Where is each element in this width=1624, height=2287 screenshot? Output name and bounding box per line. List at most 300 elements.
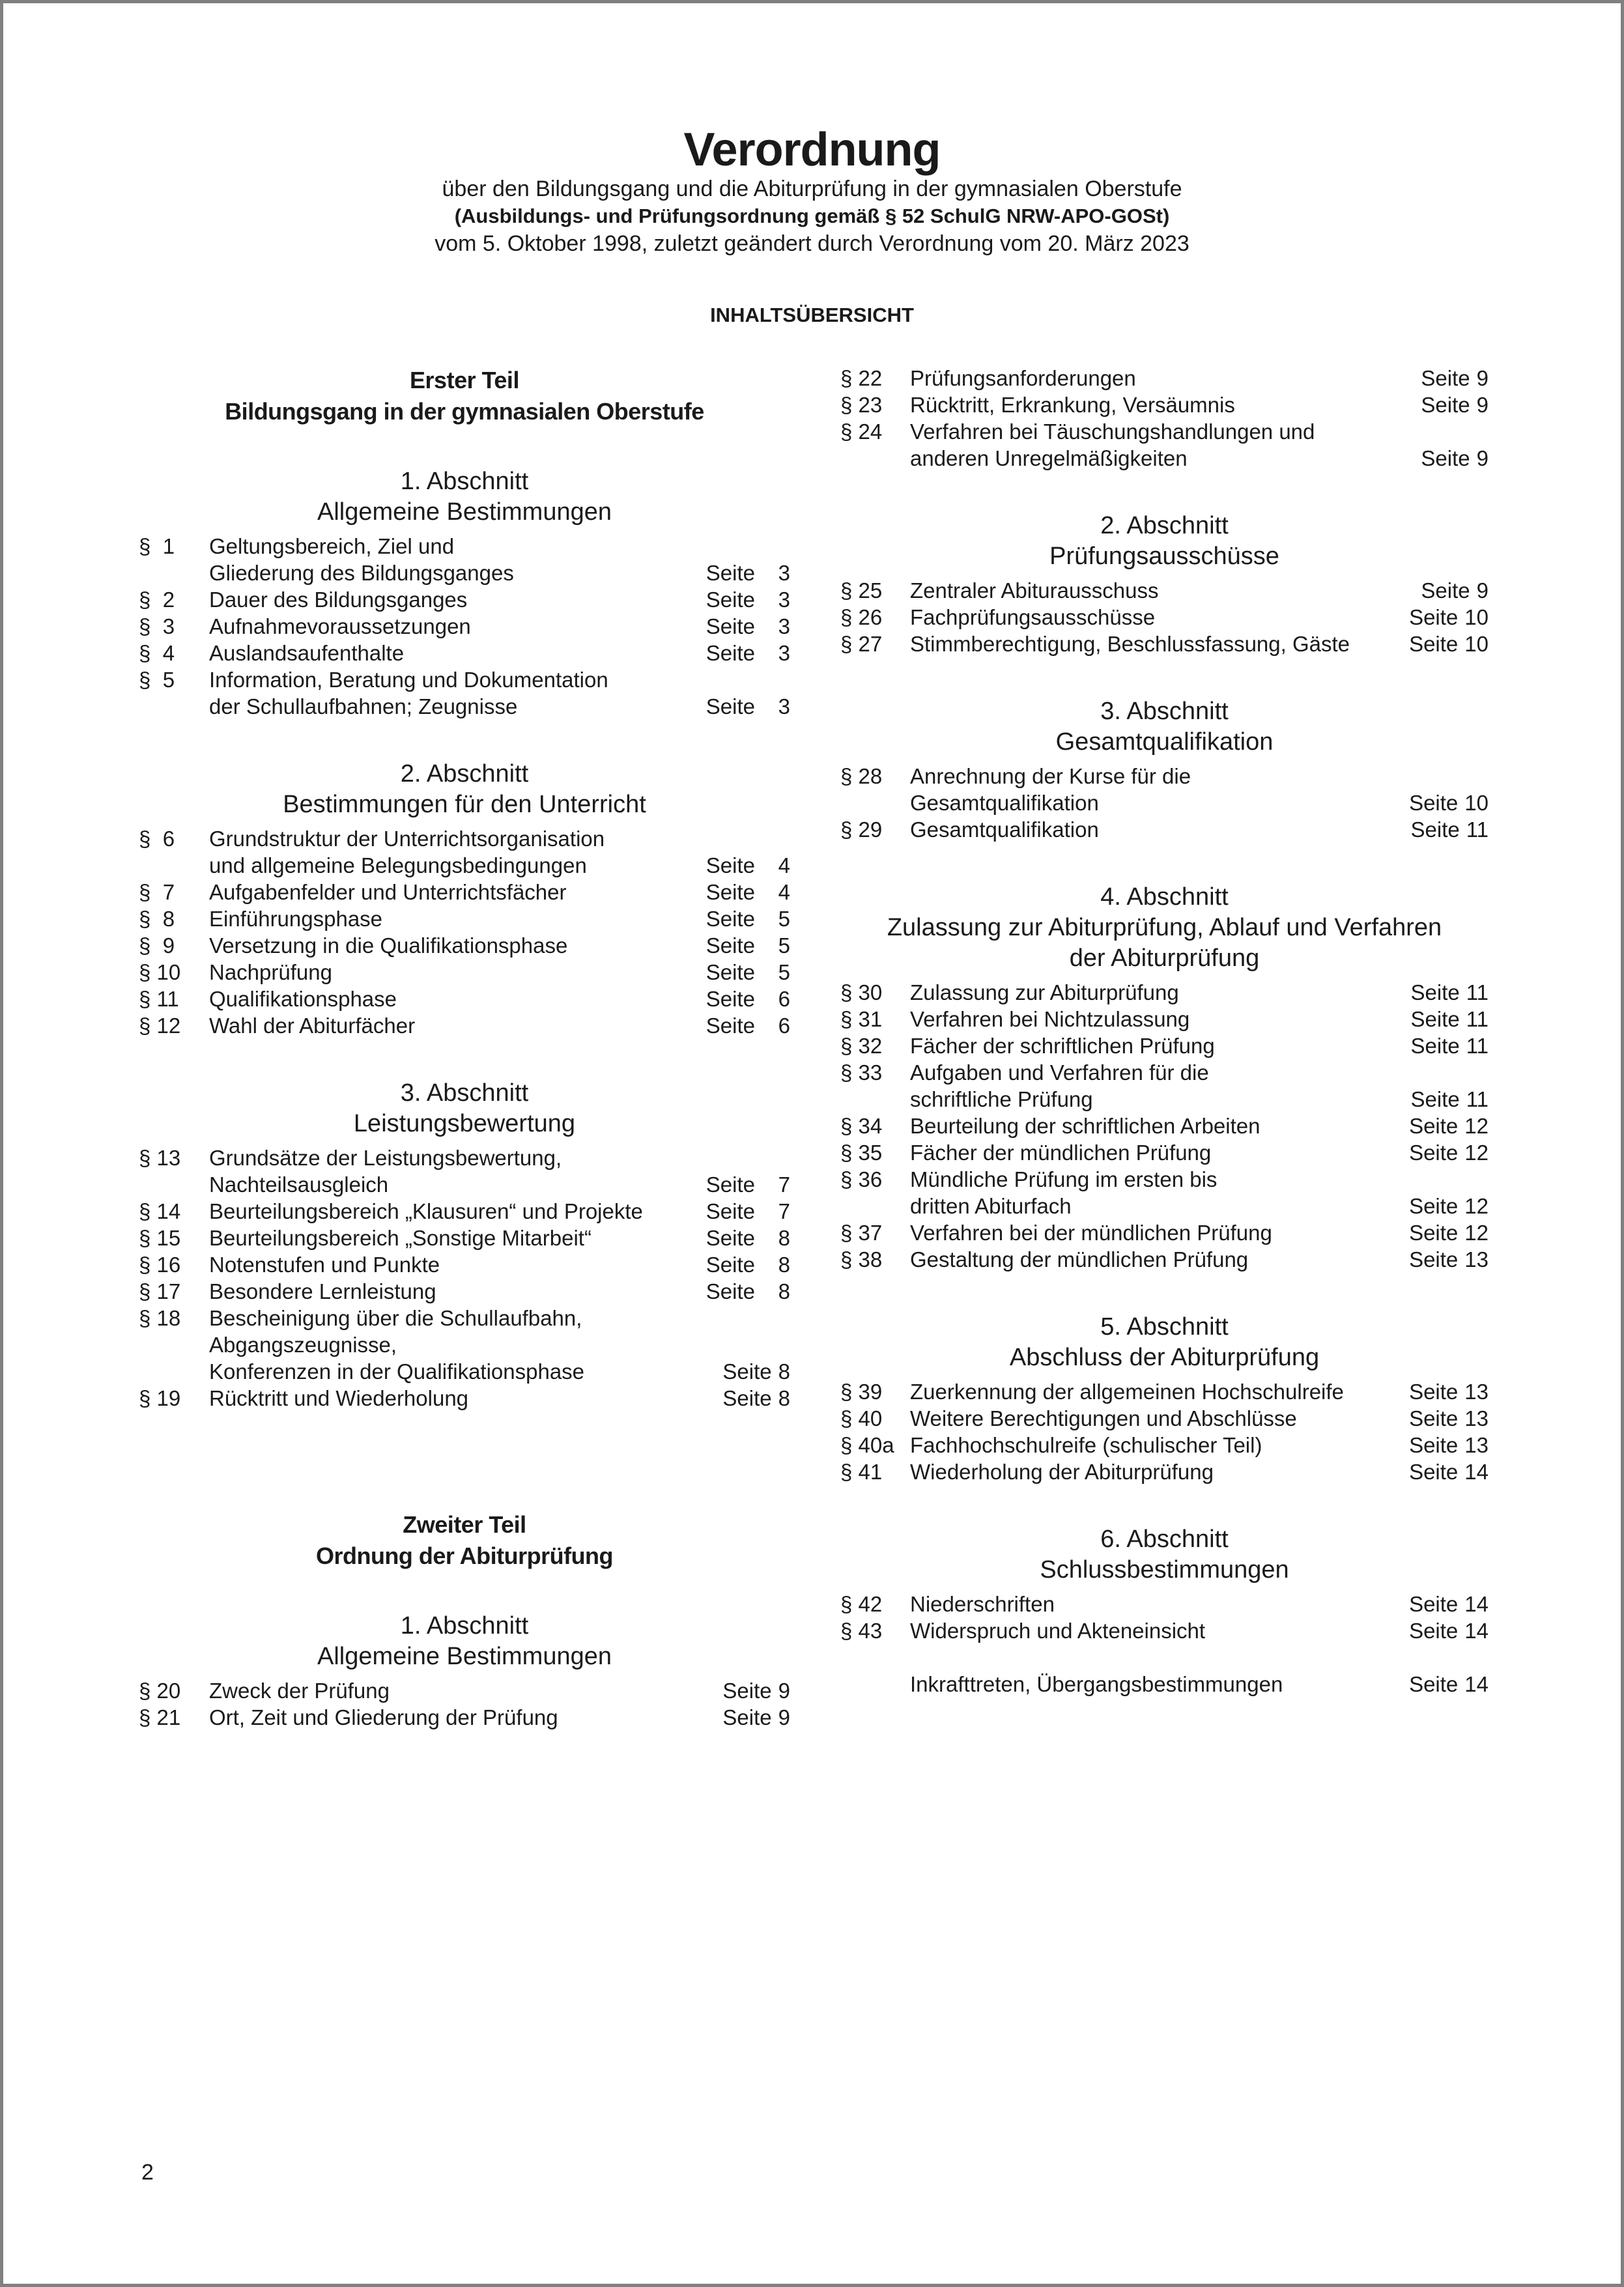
entry-title-line: Gestaltung der mündlichen Prüfung: [910, 1247, 1249, 1271]
entry-title-line: Dauer des Bildungsganges: [209, 588, 468, 612]
page-ref-number: 7: [778, 1199, 790, 1223]
paragraph-number: § 36: [840, 1167, 883, 1191]
page-ref-number: 11: [1466, 1007, 1489, 1031]
page-ref-number: 11: [1466, 980, 1489, 1004]
page-ref-label: Seite: [1409, 605, 1459, 629]
page-reference: [1409, 1193, 1489, 1219]
page-ref-label: Seite: [1410, 817, 1460, 842]
page-reference: [1409, 1378, 1489, 1405]
spacer: [139, 820, 790, 825]
paragraph-number: § 24: [840, 419, 883, 444]
entry-title-line: Zweck der Prüfung: [209, 1679, 390, 1703]
paragraph-number: § 20: [139, 1679, 181, 1703]
toc-entry: [840, 631, 1489, 657]
page-ref-label: Seite: [722, 1679, 772, 1703]
section-title: Leistungsbewertung: [353, 1110, 576, 1137]
section-title: Bestimmungen für den Unterricht: [283, 791, 646, 818]
entry-title-line: Ort, Zeit und Gliederung der Prüfung: [209, 1705, 558, 1729]
page-reference: [706, 1171, 790, 1198]
entry-title-line: dritten Abiturfach: [910, 1194, 1072, 1218]
section-label: 6. Abschnitt: [1100, 1526, 1229, 1553]
page-ref-label: Seite: [1409, 1433, 1459, 1457]
paragraph-number: § 19: [139, 1386, 181, 1410]
page-ref-number: 9: [1476, 446, 1489, 470]
page-reference: [706, 613, 790, 640]
page-reference: [1409, 789, 1489, 816]
page-ref-number: 8: [778, 1359, 790, 1384]
paragraph-number: § 3: [139, 614, 175, 638]
entry-title-line: Gesamtqualifikation: [910, 817, 1099, 842]
page-ref-number: 7: [778, 1172, 790, 1197]
page-ref-label: Seite: [1421, 393, 1470, 417]
entry-title: [910, 1166, 1378, 1219]
spacer: [840, 974, 1489, 979]
entry-title-line: Prüfungsanforderungen: [910, 366, 1136, 390]
section: [840, 511, 1489, 657]
page-ref-label: Seite: [705, 1253, 755, 1277]
page-reference: [706, 1225, 790, 1251]
page-ref-number: 13: [1464, 1380, 1489, 1404]
page-ref-number: 14: [1464, 1592, 1489, 1616]
paragraph-number: § 40a: [840, 1433, 894, 1457]
entry-title-line: Inkrafttreten, Übergangsbestimmungen: [910, 1672, 1283, 1696]
entry-title: [209, 1278, 679, 1305]
paragraph-number: § 28: [840, 764, 883, 788]
page-ref-label: Seite: [1409, 1247, 1459, 1271]
page-ref-number: 8: [778, 1226, 790, 1250]
entry-title-line: Aufgabenfelder und Unterrichtsfächer: [209, 880, 567, 904]
toc-entry: [840, 418, 1489, 472]
page-reference: [706, 959, 790, 986]
section-heading: [840, 1524, 1489, 1585]
section-heading: [840, 696, 1489, 758]
paragraph-number: § 33: [840, 1060, 883, 1085]
entry-title: [910, 1432, 1378, 1458]
entry-title-line: Notenstufen und Punkte: [209, 1253, 440, 1277]
entry-title: [209, 1385, 679, 1412]
entry-title: [910, 365, 1378, 391]
entry-title-line: Verfahren bei Nichtzulassung: [910, 1007, 1190, 1031]
entry-title-line: und allgemeine Belegungsbedingungen: [209, 853, 587, 877]
page-reference: [722, 1677, 790, 1704]
page-reference: [1411, 1006, 1489, 1032]
page-reference: [1421, 445, 1489, 472]
page-ref-number: 11: [1466, 817, 1489, 842]
entry-title: [910, 763, 1378, 816]
entry-title: [910, 391, 1378, 418]
paragraph-number: § 38: [840, 1247, 883, 1271]
entry-title-line: Aufgaben und Verfahren für die: [910, 1060, 1209, 1085]
page-ref-label: Seite: [1409, 1194, 1459, 1218]
page-ref-number: 12: [1464, 1114, 1489, 1138]
page-reference: [1411, 979, 1489, 1006]
section-title-cont: der Abiturprüfung: [1069, 945, 1260, 972]
page-reference: [722, 1358, 790, 1385]
toc-entry: [840, 391, 1489, 418]
entry-title: [209, 932, 679, 959]
entry-title-line: Widerspruch und Akteneinsicht: [910, 1619, 1206, 1643]
entry-title: [209, 533, 679, 586]
toc-entry: [139, 533, 790, 586]
page-ref-label: Seite: [722, 1705, 772, 1729]
toc-entry: [840, 1458, 1489, 1485]
entry-title: [209, 1704, 679, 1731]
page-ref-number: 5: [778, 960, 790, 984]
section-heading: [139, 1611, 790, 1672]
entry-title-line: Rücktritt, Erkrankung, Versäumnis: [910, 393, 1235, 417]
spacer: [840, 1585, 1489, 1591]
entry-title-line: Beurteilungsbereich „Klausuren“ und Projekte: [209, 1199, 643, 1223]
page-ref-label: Seite: [705, 1014, 755, 1038]
page-reference: [1409, 1591, 1489, 1617]
page-ref-label: Seite: [705, 1199, 755, 1223]
page-reference: [706, 986, 790, 1012]
toc-entry: [840, 1032, 1489, 1059]
section: [840, 882, 1489, 1273]
page-ref-number: 12: [1464, 1141, 1489, 1165]
page-ref-number: 12: [1464, 1221, 1489, 1245]
toc-entry: [139, 986, 790, 1012]
entry-title-line: Zulassung zur Abiturprüfung: [910, 980, 1179, 1004]
toc-entry: [139, 666, 790, 720]
page-reference: [1409, 1405, 1489, 1432]
entry-title-line: Fächer der schriftlichen Prüfung: [910, 1034, 1215, 1058]
page-reference: [706, 1278, 790, 1305]
toc-heading: INHALTSÜBERSICHT: [710, 304, 914, 326]
entry-title: [209, 640, 679, 666]
entry-title: [910, 1219, 1378, 1246]
section-label: 1. Abschnitt: [400, 468, 529, 495]
page-ref-number: 13: [1464, 1406, 1489, 1430]
toc-entry: [840, 1059, 1489, 1113]
part-heading: [139, 365, 790, 427]
page-ref-label: Seite: [705, 641, 755, 665]
entry-title: [910, 1032, 1378, 1059]
page-reference: [1411, 1032, 1489, 1059]
section-label: 2. Abschnitt: [1100, 512, 1229, 539]
entry-title: [209, 613, 679, 640]
entry-title-line: Weitere Berechtigungen und Abschlüsse: [910, 1406, 1297, 1430]
page-ref-label: Seite: [1409, 1221, 1459, 1245]
page-ref-number: 4: [778, 853, 790, 877]
entry-title-line: Zuerkennung der allgemeinen Hochschulreife: [910, 1380, 1344, 1404]
paragraph-number: § 43: [840, 1619, 883, 1643]
entry-title-line: Besondere Lernleistung: [209, 1279, 436, 1303]
entry-title: [910, 1139, 1378, 1166]
toc-entry: [840, 1006, 1489, 1032]
page-ref-label: Seite: [1409, 1114, 1459, 1138]
page-ref-label: Seite: [705, 987, 755, 1011]
entry-title: [209, 586, 679, 613]
page-reference: [1411, 1086, 1489, 1113]
page-ref-label: Seite: [705, 960, 755, 984]
spacer: [840, 1373, 1489, 1378]
toc-entry: [840, 1405, 1489, 1432]
toc-entry: [840, 1378, 1489, 1405]
toc-entry: [139, 1012, 790, 1039]
entry-title-line: Fachprüfungsausschüsse: [910, 605, 1156, 629]
paragraph-number: § 34: [840, 1114, 883, 1138]
toc-entry: [840, 1166, 1489, 1219]
paragraph-number: § 13: [139, 1146, 181, 1170]
entry-title: [209, 666, 679, 720]
section-title: Gesamtqualifikation: [1055, 728, 1274, 756]
toc-entry: [139, 932, 790, 959]
paragraph-number: § 41: [840, 1460, 883, 1484]
entry-title: [209, 879, 679, 905]
paragraph-number: § 30: [840, 980, 883, 1004]
page-ref-number: 13: [1464, 1433, 1489, 1457]
entry-title-line: der Schullaufbahnen; Zeugnisse: [209, 694, 518, 718]
page-ref-label: Seite: [705, 614, 755, 638]
toc-entry: [840, 365, 1489, 391]
toc-entry: [139, 1704, 790, 1731]
page-reference: [1421, 391, 1489, 418]
page-ref-number: 5: [778, 933, 790, 958]
toc-entry: [840, 1246, 1489, 1273]
entry-title-line: Gesamtqualifikation: [910, 791, 1099, 815]
section-label: 5. Abschnitt: [1100, 1313, 1229, 1341]
toc-entry: [139, 613, 790, 640]
entry-title: [910, 1458, 1378, 1485]
paragraph-number: § 5: [139, 668, 175, 692]
entry-title: [209, 1251, 679, 1278]
entry-title: [910, 604, 1378, 631]
document-short-title: (Ausbildungs- und Prüfungsordnung gemäß § 52 SchulG NRW-APO-GOSt): [454, 205, 1170, 227]
page-ref-label: Seite: [1421, 446, 1470, 470]
page-ref-number: 3: [778, 694, 790, 718]
entry-title: [910, 418, 1378, 472]
spacer: [840, 1644, 1489, 1671]
paragraph-number: § 23: [840, 393, 883, 417]
page-reference: [706, 879, 790, 905]
page-reference: [706, 1251, 790, 1278]
page-reference: [706, 905, 790, 932]
entry-title-line: Gliederung des Bildungsganges: [209, 561, 514, 585]
entry-title-line: Verfahren bei der mündlichen Prüfung: [910, 1221, 1272, 1245]
section-title: Zulassung zur Abiturprüfung, Ablauf und Verfahren: [887, 914, 1442, 941]
entry-title: [209, 1198, 679, 1225]
page-ref-label: Seite: [1409, 632, 1459, 656]
section-label: 3. Abschnitt: [1100, 698, 1229, 725]
entry-title-line: schriftliche Prüfung: [910, 1087, 1093, 1111]
page-ref-label: Seite: [1409, 1380, 1459, 1404]
section: [840, 696, 1489, 843]
page-ref-number: 9: [1476, 393, 1489, 417]
page-reference: [706, 560, 790, 586]
entry-title-line: Abgangszeugnisse,: [209, 1333, 397, 1357]
page-ref-label: Seite: [705, 588, 755, 612]
section-title: Schlussbestimmungen: [1040, 1556, 1289, 1584]
toc-entry: [139, 959, 790, 986]
entry-title-line: Anrechnung der Kurse für die: [910, 764, 1191, 788]
page-reference: [1409, 1432, 1489, 1458]
page-ref-number: 3: [778, 588, 790, 612]
page-reference: [706, 693, 790, 720]
toc-entry: [840, 1432, 1489, 1458]
paragraph-number: § 21: [139, 1705, 181, 1729]
page-ref-number: 4: [778, 880, 790, 904]
entry-title: [910, 1246, 1378, 1273]
paragraph-number: § 31: [840, 1007, 883, 1031]
section: [139, 759, 790, 1039]
entry-title: [209, 1677, 679, 1704]
section: [139, 466, 790, 720]
page-ref-number: 6: [778, 1014, 790, 1038]
page-reference: [706, 1012, 790, 1039]
page-ref-number: 11: [1466, 1034, 1489, 1058]
entry-title: [910, 1617, 1378, 1644]
paragraph-number: § 11: [139, 987, 179, 1011]
page-ref-label: Seite: [1410, 1087, 1460, 1111]
entry-title: [910, 1591, 1378, 1617]
page-ref-number: 8: [778, 1279, 790, 1303]
page-ref-number: 5: [778, 907, 790, 931]
spacer: [139, 528, 790, 533]
entry-title-line: Einführungsphase: [209, 907, 383, 931]
toc-entry: [139, 1198, 790, 1225]
page-reference: [722, 1385, 790, 1412]
toc-entry: [840, 604, 1489, 631]
entry-title-line: Fachhochschulreife (schulischer Teil): [910, 1433, 1262, 1457]
entry-title: [910, 577, 1378, 604]
entry-title: [209, 1144, 679, 1198]
page-ref-label: Seite: [1409, 1460, 1459, 1484]
section-title: Allgemeine Bestimmungen: [317, 498, 612, 526]
toc-entry: [840, 763, 1489, 816]
section-heading: [840, 882, 1489, 974]
toc-entry: [840, 1139, 1489, 1166]
page-ref-number: 9: [1476, 366, 1489, 390]
page-ref-label: Seite: [705, 853, 755, 877]
entry-title-line: Aufnahmevoraussetzungen: [209, 614, 471, 638]
page-ref-number: 9: [1476, 578, 1489, 603]
page-reference: [1409, 1219, 1489, 1246]
toc-right-column: [840, 365, 1489, 1697]
entry-title-line: Nachprüfung: [209, 960, 332, 984]
page-ref-label: Seite: [722, 1359, 772, 1384]
toc-entry: [139, 905, 790, 932]
page-ref-label: Seite: [1410, 1007, 1460, 1031]
toc-entry: [840, 1591, 1489, 1617]
toc-entry: [840, 1113, 1489, 1139]
entry-title-line: Niederschriften: [910, 1592, 1055, 1616]
paragraph-number: § 37: [840, 1221, 883, 1245]
paragraph-number: § 9: [139, 933, 175, 958]
entry-title: [209, 1012, 679, 1039]
entry-title-line: anderen Unregelmäßigkeiten: [910, 446, 1188, 470]
page-ref-label: Seite: [705, 880, 755, 904]
entry-title: [910, 1378, 1378, 1405]
entry-title: [910, 816, 1378, 843]
page-ref-number: 11: [1466, 1087, 1489, 1111]
page-ref-number: 6: [778, 987, 790, 1011]
document-dates: vom 5. Oktober 1998, zuletzt geändert durch Verordnung vom 20. März 2023: [434, 231, 1190, 256]
paragraph-number: § 12: [139, 1014, 181, 1038]
section-heading: [840, 511, 1489, 572]
page-ref-number: 10: [1464, 632, 1489, 656]
page-ref-label: Seite: [1409, 1406, 1459, 1430]
page-ref-label: Seite: [722, 1386, 772, 1410]
section-label: 3. Abschnitt: [400, 1079, 529, 1107]
spacer: [139, 1672, 790, 1677]
page-ref-number: 8: [778, 1386, 790, 1410]
page-reference: [1409, 1671, 1489, 1697]
page-number: 2: [141, 2160, 154, 2185]
page-ref-number: 14: [1464, 1619, 1489, 1643]
section-title: Allgemeine Bestimmungen: [317, 1643, 612, 1670]
paragraph-number: § 4: [139, 641, 175, 665]
entry-title-line: Wiederholung der Abiturprüfung: [910, 1460, 1214, 1484]
page-ref-label: Seite: [705, 1172, 755, 1197]
section: [139, 1611, 790, 1731]
section-continuation: [840, 365, 1489, 472]
paragraph-number: § 25: [840, 578, 883, 603]
entry-title-line: Nachteilsausgleich: [209, 1172, 389, 1197]
section-heading: [139, 759, 790, 820]
entry-title-line: Beurteilungsbereich „Sonstige Mitarbeit“: [209, 1226, 591, 1250]
entry-title: [910, 631, 1378, 657]
toc-entry: [139, 1278, 790, 1305]
page-ref-number: 10: [1464, 791, 1489, 815]
toc-left-column: [139, 365, 790, 1731]
entry-title-line: Verfahren bei Täuschungshandlungen und: [910, 419, 1315, 444]
paragraph-number: § 42: [840, 1592, 883, 1616]
entry-title-line: Zentraler Abiturausschuss: [910, 578, 1159, 603]
page-ref-number: 14: [1464, 1672, 1489, 1696]
page-reference: [706, 586, 790, 613]
entry-title-line: Auslandsaufenthalte: [209, 641, 405, 665]
page-ref-number: 3: [778, 614, 790, 638]
page-ref-label: Seite: [705, 1279, 755, 1303]
page-reference: [706, 852, 790, 879]
paragraph-number: § 27: [840, 632, 883, 656]
toc-entry: [139, 1677, 790, 1704]
page-reference: [1409, 631, 1489, 657]
spacer: [840, 572, 1489, 577]
paragraph-number: § 17: [139, 1279, 181, 1303]
page-reference: [1409, 1113, 1489, 1139]
page-ref-number: 9: [778, 1679, 790, 1703]
paragraph-number: § 35: [840, 1141, 883, 1165]
toc-entry: [139, 640, 790, 666]
entry-title: [209, 1305, 679, 1385]
section-heading: [840, 1312, 1489, 1373]
page-ref-label: Seite: [1409, 1619, 1459, 1643]
toc-entry: [139, 1225, 790, 1251]
spacer: [139, 1139, 790, 1144]
entry-title-line: Mündliche Prüfung im ersten bis: [910, 1167, 1218, 1191]
paragraph-number: § 40: [840, 1406, 883, 1430]
entry-title-line: Qualifikationsphase: [209, 987, 397, 1011]
document-subtitle: über den Bildungsgang und die Abiturprüfung in der gymnasialen Oberstufe: [442, 177, 1182, 201]
entry-title: [910, 1059, 1378, 1113]
page-reference: [722, 1704, 790, 1731]
toc-entry: [139, 825, 790, 879]
toc-entry: [139, 1251, 790, 1278]
page-reference: [1409, 1139, 1489, 1166]
page-ref-number: 9: [778, 1705, 790, 1729]
page-ref-label: Seite: [1410, 980, 1460, 1004]
entry-title: [910, 1006, 1378, 1032]
page-ref-number: 8: [778, 1253, 790, 1277]
page-ref-number: 12: [1464, 1194, 1489, 1218]
entry-title-line: Beurteilung der schriftlichen Arbeiten: [910, 1114, 1261, 1138]
entry-title-line: Stimmberechtigung, Beschlussfassung, Gäste: [910, 632, 1350, 656]
page-ref-number: 3: [778, 561, 790, 585]
entry-title-line: Rücktritt und Wiederholung: [209, 1386, 469, 1410]
page-reference: [1409, 1458, 1489, 1485]
